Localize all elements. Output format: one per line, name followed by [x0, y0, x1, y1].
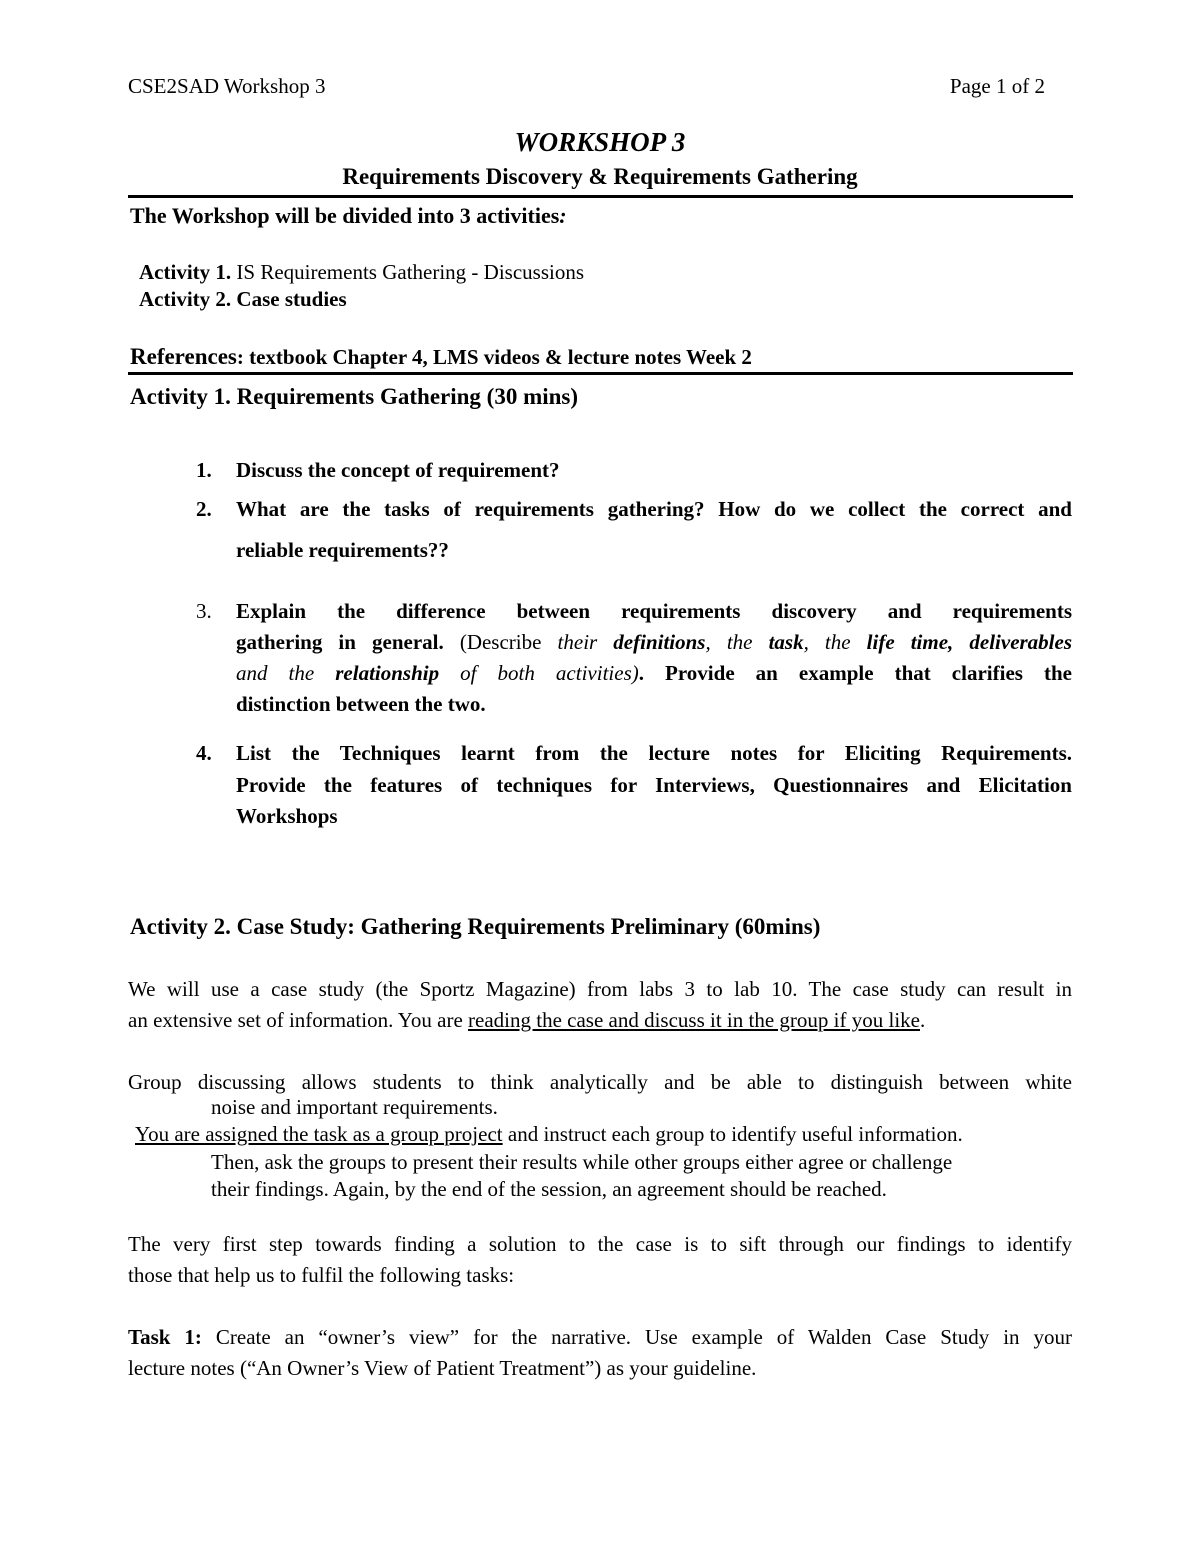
question-3-line: Explain the difference between requirements discovery and requirements — [236, 599, 1072, 623]
paragraph-line: The very first step towards finding a solution to the case is to sift through our findings to identify — [128, 1232, 1072, 1256]
intro-label: The Workshop will be divided into 3 activities — [130, 203, 560, 228]
paragraph-line — [135, 1122, 963, 1147]
text-run: reading the case and discuss it in the group if you like — [468, 1008, 920, 1032]
text-run: and instruct each group to identify useful information. — [502, 1122, 963, 1146]
references-label: References — [130, 344, 237, 369]
task-line — [128, 1322, 1072, 1353]
question-2-line: reliable requirements?? — [236, 538, 449, 562]
paragraph-line: those that help us to fulfil the following tasks: — [128, 1263, 515, 1287]
question-2-line: What are the tasks of requirements gathering? How do we collect the correct and — [236, 497, 1072, 521]
question-4-line: Provide the features of techniques for Interviews, Questionnaires and Elicitation — [236, 773, 1072, 797]
paragraph-line: noise and important requirements. — [211, 1095, 498, 1119]
question-3-line — [236, 661, 1072, 686]
activity-list-item — [139, 260, 584, 285]
text-run: of both activities) — [439, 661, 639, 685]
page-subtitle: Requirements Discovery & Requirements Gathering — [342, 164, 858, 189]
header-course: CSE2SAD Workshop 3 — [128, 74, 326, 98]
text-run: . — [920, 1008, 926, 1032]
text-run: gathering in general. — [236, 630, 460, 654]
question-1: Discuss the concept of requirement? — [236, 458, 560, 482]
question-3-line — [236, 630, 1072, 655]
text-run: . Provide an example that clarifies the — [638, 661, 1072, 685]
paragraph-line — [128, 1005, 1072, 1036]
text-run: You are assigned the task as a group project — [135, 1122, 503, 1146]
list-number: 1. — [196, 458, 212, 482]
activity-text: Case studies — [231, 287, 347, 311]
text-run: an extensive set of information. You are — [128, 1008, 469, 1032]
task-line: lecture notes (“An Owner’s View of Patient Treatment”) as your guideline. — [128, 1356, 757, 1380]
list-number: 2. — [196, 497, 212, 521]
intro-text — [130, 203, 567, 229]
text-run: task — [768, 630, 804, 654]
task-label: Task 1: — [128, 1325, 202, 1349]
text-run: relationship — [335, 661, 440, 685]
activity1-heading: Activity 1. Requirements Gathering (30 mins) — [130, 384, 579, 409]
activity-list-item — [139, 287, 347, 312]
list-number: 4. — [196, 741, 212, 765]
text-run: , the — [803, 630, 867, 654]
activity-label: Activity 2. — [139, 287, 232, 311]
question-4-line: List the Techniques learnt from the lecture notes for Eliciting Requirements. — [236, 741, 1072, 765]
text-run: , the — [705, 630, 769, 654]
paragraph-line: Then, ask the groups to present their results while other groups either agree or challenge — [211, 1150, 953, 1174]
page-title: WORKSHOP 3 — [514, 127, 686, 157]
paragraph-line: their findings. Again, by the end of the session, an agreement should be reached. — [211, 1177, 887, 1201]
references-line — [130, 344, 752, 370]
text-run: definitions — [613, 630, 706, 654]
intro-colon: : — [559, 203, 567, 228]
text-run: (Describe — [459, 630, 558, 654]
activity-text: IS Requirements Gathering - Discussions — [231, 260, 585, 284]
divider-rule — [128, 372, 1073, 375]
text-run: Create an “owner’s view” for the narrative. Use example of Walden Case Study in your — [201, 1325, 1072, 1349]
activity2-heading: Activity 2. Case Study: Gathering Requirements Preliminary (60mins) — [130, 914, 821, 939]
header-page-number: Page 1 of 2 — [949, 74, 1045, 98]
activity-label: Activity 1. — [139, 260, 232, 284]
paragraph-line: Group discussing allows students to think analytically and be able to distinguish between white — [128, 1070, 1072, 1094]
question-4-line: Workshops — [236, 804, 338, 828]
references-text: : textbook Chapter 4, LMS videos & lecture notes Week 2 — [236, 345, 752, 369]
divider-rule — [128, 195, 1073, 198]
question-3-line: distinction between the two. — [236, 692, 486, 716]
paragraph-line: We will use a case study (the Sportz Magazine) from labs 3 to lab 10. The case study can result in — [128, 977, 1072, 1001]
list-number: 3. — [196, 599, 212, 623]
text-run: their — [557, 630, 614, 654]
text-run: and the — [236, 661, 336, 685]
text-run: life time, deliverables — [866, 630, 1073, 654]
